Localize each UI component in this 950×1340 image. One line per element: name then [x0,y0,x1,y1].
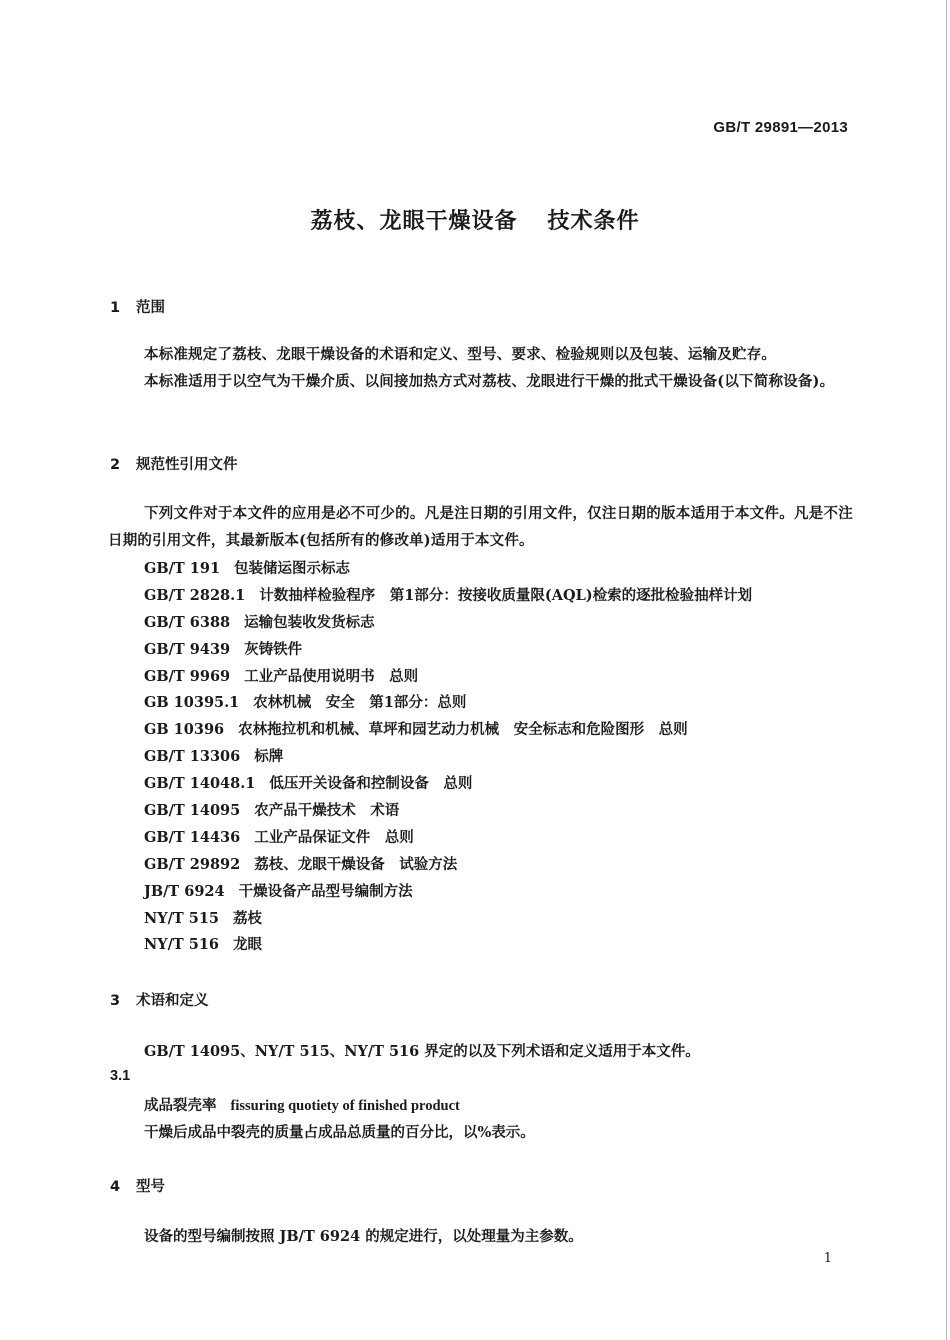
section-title: 范围 [136,300,165,316]
reference-code: GB/T 13306 [144,748,241,766]
reference-item [144,825,752,852]
reference-title: 工业产品使用说明书 总则 [244,667,419,685]
term-number: 3.1 [110,1068,131,1084]
reference-code: GB/T 9969 [144,667,231,685]
section-number: 3 [110,993,121,1009]
title-part2: 技术条件 [547,209,640,234]
term-zh: 成品裂壳率 [144,1097,217,1114]
reference-title: 农产品干燥技术 术语 [254,802,400,820]
reference-title: 荔枝、龙眼干燥设备 试验方法 [254,855,458,873]
term-entry [144,1094,460,1115]
reference-title: 荔枝 [233,909,263,927]
page-number: 1 [823,1251,832,1266]
reference-item [144,906,752,933]
reference-title: 农林拖拉机和机械、草坪和园艺动力机械 安全标志和危险图形 总则 [238,721,688,739]
reference-title: 低压开关设备和控制设备 总则 [269,775,473,793]
section-1-paragraph-1: 本标准规定了荔枝、龙眼干燥设备的术语和定义、型号、要求、检验规则以及包装、运输及贮存。 [144,346,777,363]
reference-code: GB 10395.1 [144,694,240,712]
reference-item [144,583,752,610]
reference-item [144,556,752,583]
reference-item [144,798,752,825]
reference-item [144,637,752,664]
section-4-heading [110,1175,165,1196]
reference-title: 龙眼 [233,936,263,954]
reference-code: NY/T 516 [144,936,220,954]
reference-title: 农林机械 安全 第1部分：总则 [253,694,467,712]
reference-code: GB/T 14436 [144,828,241,846]
reference-item [144,690,752,717]
reference-title: 计数抽样检验程序 第1部分：按接收质量限(AQL)检索的逐批检验抽样计划 [259,586,753,604]
reference-item [144,717,752,744]
reference-title: 工业产品保证文件 总则 [254,828,414,846]
reference-code: GB/T 191 [144,560,221,577]
reference-code: NY/T 515 [144,909,220,927]
reference-item [144,932,752,959]
reference-code: GB/T 14048.1 [144,775,256,793]
reference-title: 干燥设备产品型号编制方法 [238,882,413,900]
section-2-intro: 下列文件对于本文件的应用是必不可少的。凡是注日期的引用文件，仅注日期的版本适用于本文件。凡是不注日期的引用文件，其最新版本(包括所有的修改单)适用于本文件。 [108,505,853,549]
title-part1: 荔枝、龙眼干燥设备 [310,209,518,234]
section-title: 术语和定义 [136,993,209,1009]
section-1-heading [110,296,165,317]
section-number: 2 [110,457,121,473]
section-1-paragraph-2: 本标准适用于以空气为干燥介质、以间接加热方式对荔枝、龙眼进行干燥的批式干燥设备(以下简称设备)。 [144,373,835,390]
reference-item [144,744,752,771]
reference-code: GB/T 9439 [144,640,231,658]
reference-item [144,771,752,798]
reference-title: 运输包装收发货标志 [244,613,375,631]
reference-code: GB/T 29892 [144,855,241,873]
standard-number: GB/T 29891—2013 [713,119,848,136]
reference-code: GB/T 14095 [144,802,241,820]
section-2-heading [110,453,238,474]
reference-code: GB 10396 [144,721,225,739]
reference-list [144,556,752,959]
reference-item [144,852,752,879]
reference-item [144,610,752,637]
reference-code: GB/T 2828.1 [144,586,246,604]
section-title: 型号 [136,1179,165,1195]
reference-item [144,664,752,691]
section-title: 规范性引用文件 [136,457,238,473]
section-number: 4 [110,1179,121,1195]
reference-code: GB/T 6388 [144,613,231,631]
term-definition: 干燥后成品中裂壳的质量占成品总质量的百分比，以%表示。 [144,1124,535,1141]
document-title [0,204,950,235]
reference-item [144,879,752,906]
section-4-paragraph: 设备的型号编制按照 JB/T 6924 的规定进行，以处理量为主参数。 [144,1228,583,1245]
term-en: fissuring quotiety of finished product [230,1098,460,1114]
section-3-intro: GB/T 14095、NY/T 515、NY/T 516 界定的以及下列术语和定义适用于本文件。 [144,1043,700,1060]
section-number: 1 [110,300,121,316]
scan-edge-line [946,0,947,1340]
reference-title: 包装储运图示标志 [234,560,351,577]
reference-title: 标牌 [254,748,284,766]
section-3-heading [110,989,209,1010]
reference-title: 灰铸铁件 [244,640,303,658]
reference-code: JB/T 6924 [144,882,225,900]
